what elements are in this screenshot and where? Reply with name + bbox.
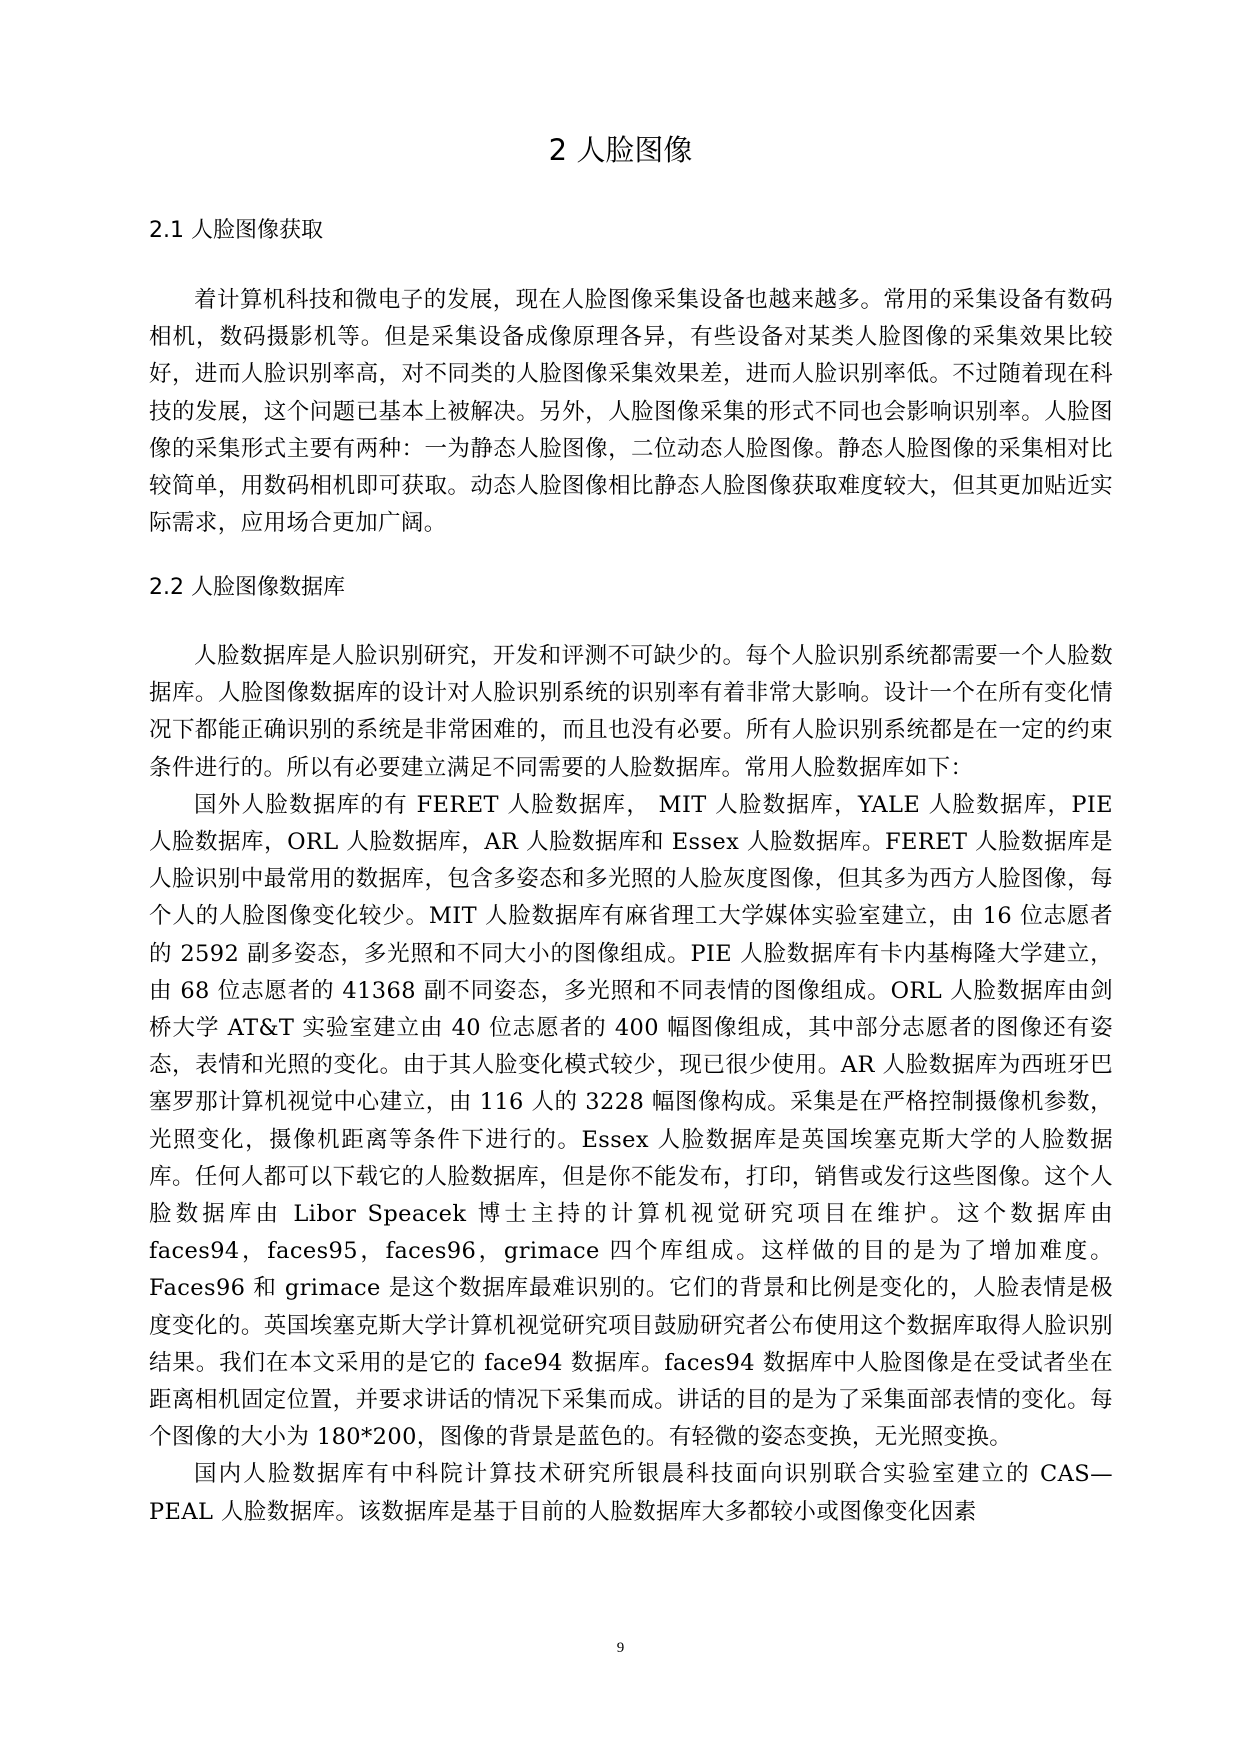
page-number: 9 <box>616 1640 625 1656</box>
section-body-2-1 <box>149 282 1113 542</box>
chapter-title: 2 人脸图像 <box>548 133 693 167</box>
section-heading-2-1: 2.1 人脸图像获取 <box>149 218 323 243</box>
paragraph: 国内人脸数据库有中科院计算技术研究所银晨科技面向识别联合实验室建立的 CAS—PEAL 人脸数据库。该数据库是基于目前的人脸数据库大多都较小或图像变化因素 <box>149 1461 1113 1525</box>
paragraph: 人脸数据库是人脸识别研究，开发和评测不可缺少的。每个人脸识别系统都需要一个人脸数据库。人脸图像数据库的设计对人脸识别系统的识别率有着非常大影响。设计一个在所有变化情况下都能正确识别的系统是非常困难的，而且也没有必要。所有人脸识别系统都是在一定的约束条件进行的。所以有必要建立满足不同需要的人脸数据库。常用人脸数据库如下： <box>149 643 1113 781</box>
section-body-2-2 <box>149 638 1113 1531</box>
paragraph: 着计算机科技和微电子的发展，现在人脸图像采集设备也越来越多。常用的采集设备有数码相机，数码摄影机等。但是采集设备成像原理各异，有些设备对某类人脸图像的采集效果比较好，进而人脸识别率高，对不同类的人脸图像采集效果差，进而人脸识别率低。不过随着现在科技的发展，这个问题已基本上被解决。另外，人脸图像采集的形式不同也会影响识别率。人脸图像的采集形式主要有两种：一为静态人脸图像，二位动态人脸图像。静态人脸图像的采集相对比较简单，用数码相机即可获取。动态人脸图像相比静态人脸图像获取难度较大，但其更加贴近实际需求，应用场合更加广阔。 <box>149 287 1113 537</box>
section-heading-2-2: 2.2 人脸图像数据库 <box>149 575 345 600</box>
paragraph: 国外人脸数据库的有 FERET 人脸数据库， MIT 人脸数据库，YALE 人脸数据库，PIE 人脸数据库，ORL 人脸数据库，AR 人脸数据库和 Essex 人脸数据库。FERET 人脸数据库是人脸识别中最常用的数据库，包含多姿态和多光照的人脸灰度图像，但其多为西方人脸图像，每个人的人脸图像变化较少。MIT 人脸数据库有麻省理工大学媒体实验室建立，由 16 位志愿者的 2592 副多姿态，多光照和不同大小的图像组成。PIE 人脸数据库有卡内基梅隆大学建立，由 68 位志愿者的 41368 副不同姿态，多光照和不同表情的图像组成。ORL 人脸数据库由剑桥大学 AT&T 实验室建立由 40 位志愿者的 400 幅图像组成，其中部分志愿者的图像还有姿态，表情和光照的变化。由于其人脸变化模式较少，现已很少使用。AR 人脸数据库为西班牙巴塞罗那计算机视觉中心建立，由 116 人的 3228 幅图像构成。采集是在严格控制摄像机参数，光照变化，摄像机距离等条件下进行的。Essex 人脸数据库是英国埃塞克斯大学的人脸数据库。任何人都可以下载它的人脸数据库，但是你不能发布，打印，销售或发行这些图像。这个人脸数据库由 Libor Speacek 博士主持的计算机视觉研究项目在维护。这个数据库由 faces94，faces95，faces96，grimace 四个库组成。这样做的目的是为了增加难度。Faces96 和 grimace 是这个数据库最难识别的。它们的背景和比例是变化的，人脸表情是极度变化的。英国埃塞克斯大学计算机视觉研究项目鼓励研究者公布使用这个数据库取得人脸识别结果。我们在本文采用的是它的 face94 数据库。faces94 数据库中人脸图像是在受试者坐在距离相机固定位置，并要求讲话的情况下采集而成。讲话的目的是为了采集面部表情的变化。每个图像的大小为 180*200，图像的背景是蓝色的。有轻微的姿态变换，无光照变换。 <box>149 791 1113 1451</box>
